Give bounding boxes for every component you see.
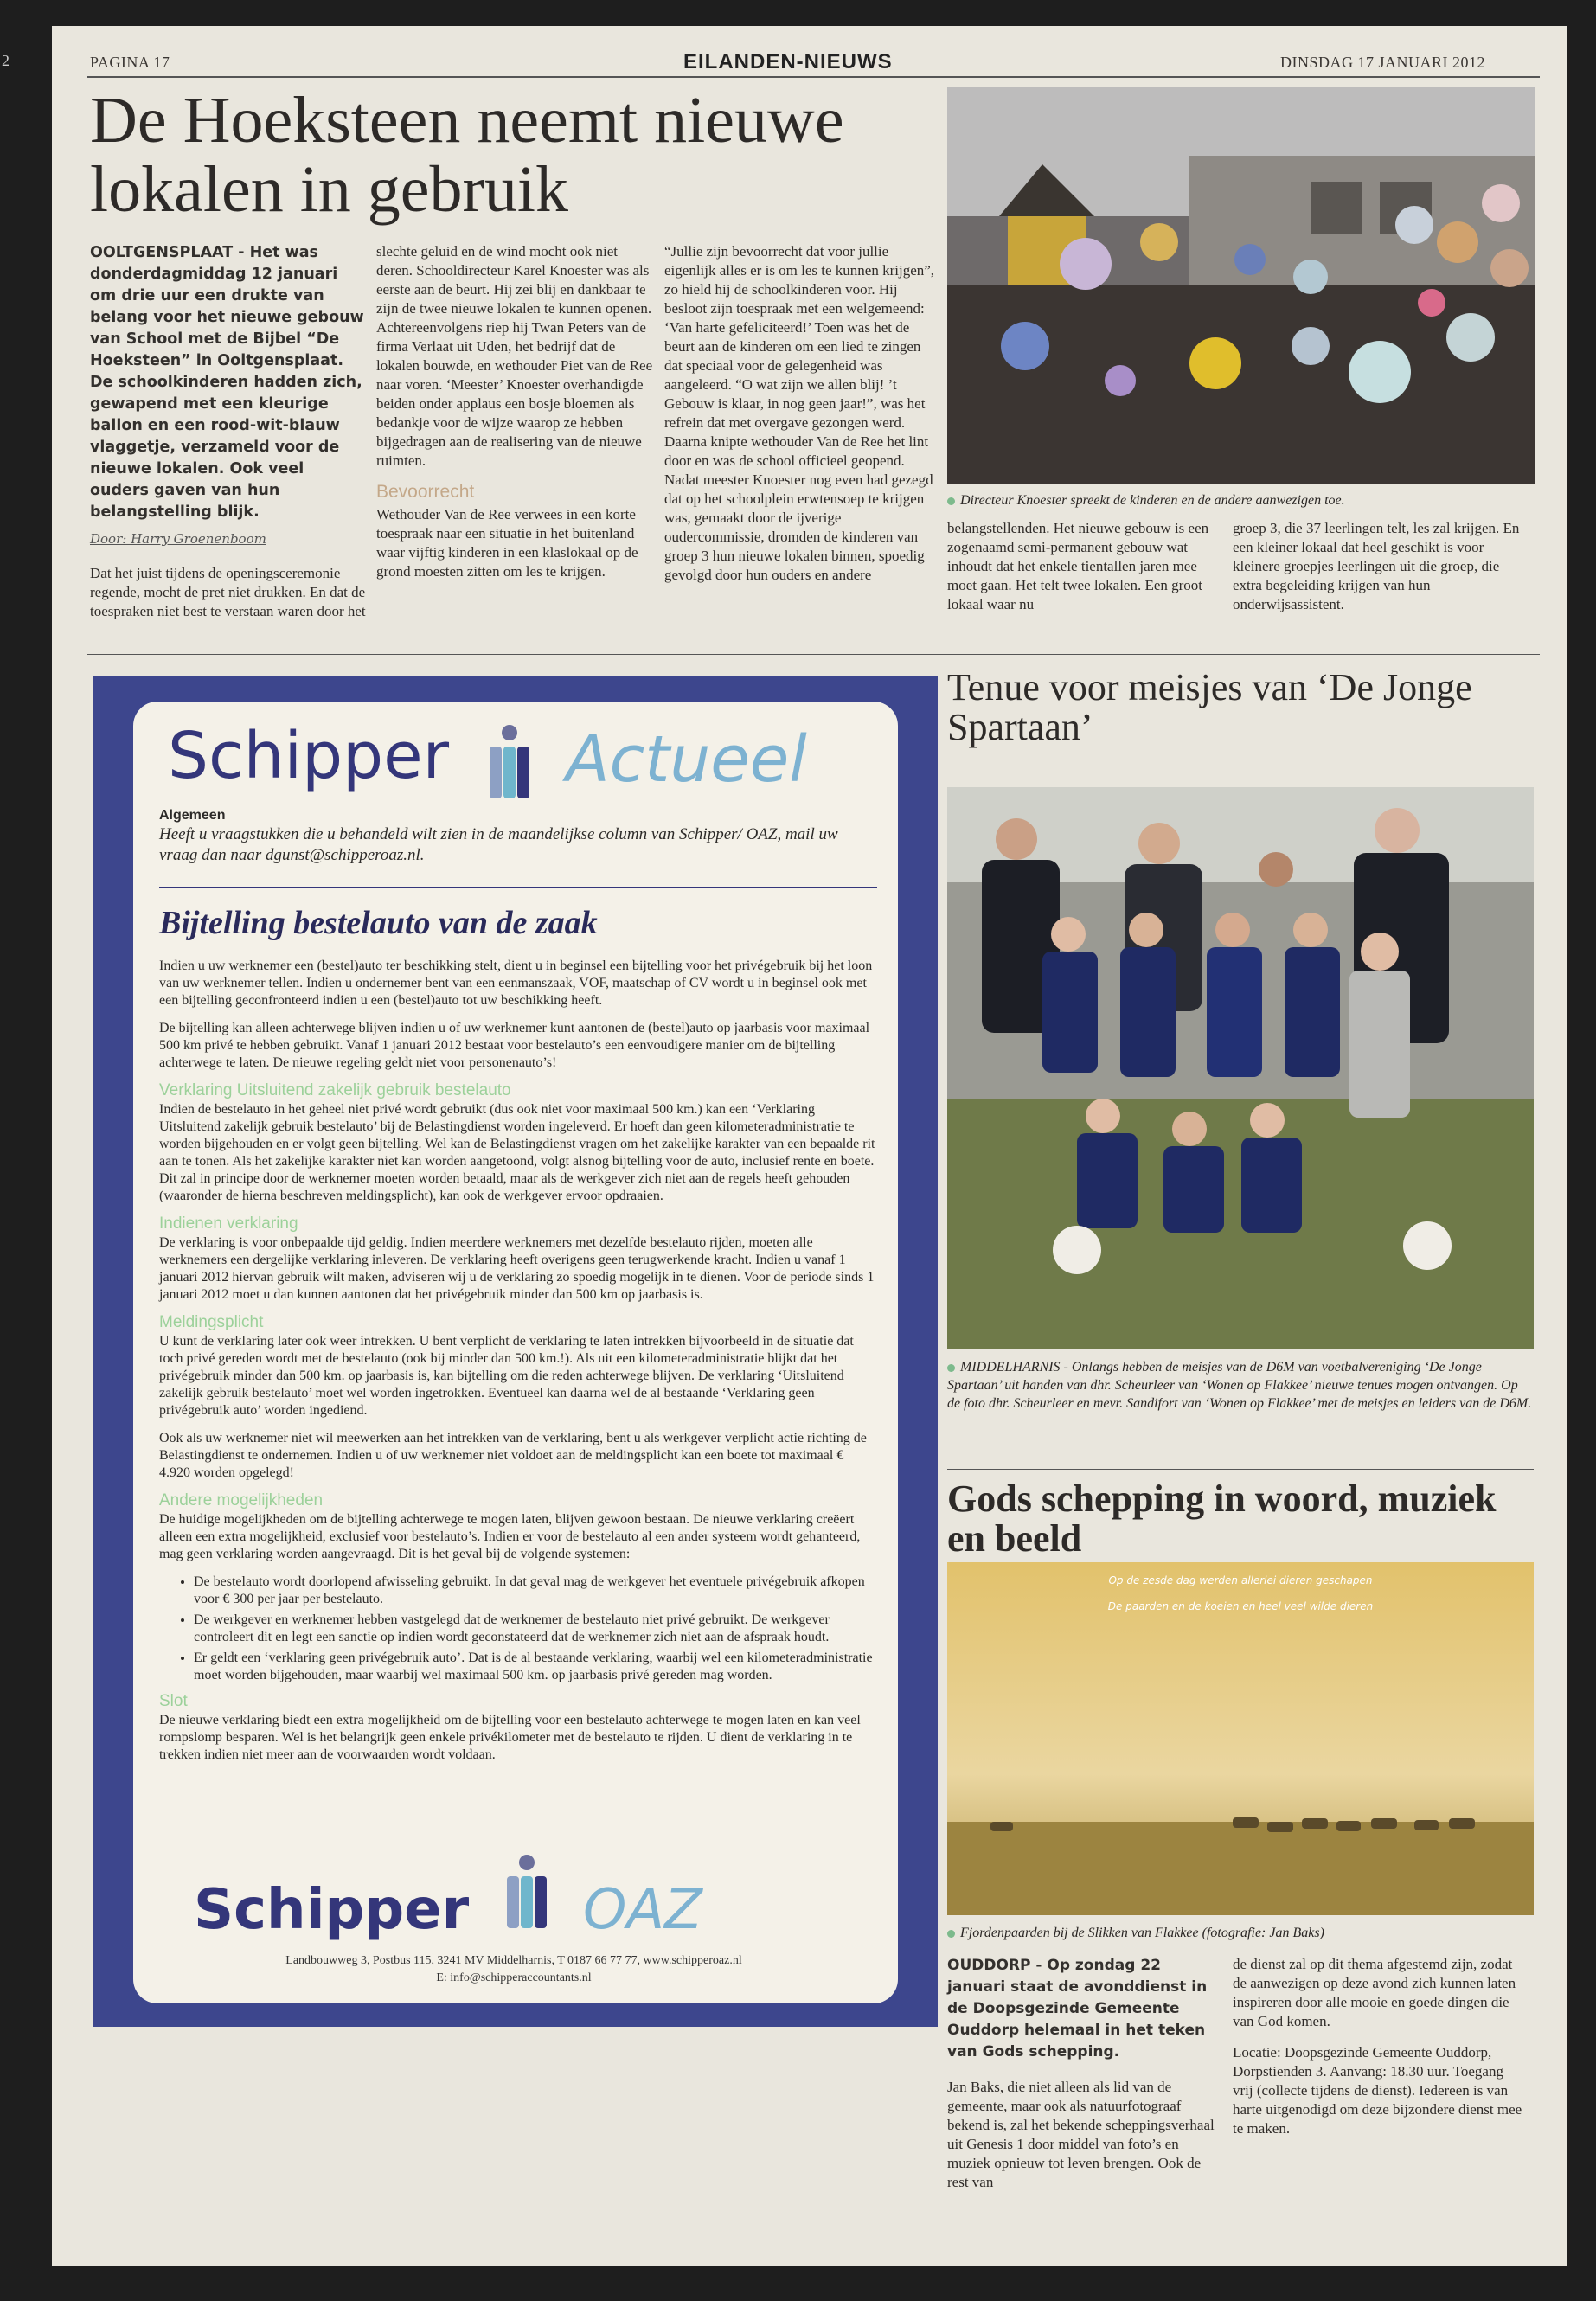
ad-section3-text-b: Ook als uw werknemer niet wil meewerken aan het intrekken van de verklaring, bent u als werkgever verplicht actie richting de Belastingdienst te ondernemen. Indien u of uw werknemer niet voldoet aan de meldingsplicht kan een boete tot maximaal € 4.920 worden opgelegd! bbox=[159, 1431, 867, 1480]
football-team-photo-image bbox=[947, 787, 1534, 1349]
ad-section2-text: De verklaring is voor onbepaalde tijd geldig. Indien meerdere werknemers met dezelfde bestelauto rijden, moeten alle werknemers een dergelijke verklaring inleveren. De verklaring heeft overigens geen terugwerkende kracht. Indien u vanaf 1 januari 2012 hiervan gebruik wilt maken, adviseren wij u de verklaring zo spoedig mogelijk in te dienen. Voor de periode sinds 1 januari 2012 moet u dan kunnen aantonen dat het privégebruik minder dan 500 km op jaarbasis is. bbox=[159, 1235, 875, 1302]
ad-address: Landbouwweg 3, Postbus 115, 3241 MV Middelharnis, T 0187 66 77 77, www.schipperoaz.nl bbox=[285, 1954, 742, 1967]
article1-col3: “Jullie zijn bevoorrecht dat voor jullie eigenlijk alles er is om les te kunnen krijgen”, zo hield hij de schoolkinderen voor. Hij besloot zijn toespraak met een welgemeend: ‘Van harte gefeliciteerd!’ Toen was het de beurt aan de kinderen om een lied te zingen dat speciaal voor de gelegenheid was aangeleerd. “O wat zijn we allen blij! ’t Gebouw is klaar, in nog geen jaar!”, was het refrein dat met overgave gezongen werd. Daarna knipte wethouder Van de Ree het lint door en was de school officieel geopend. Nadat meester Knoester nog even had gezegd dat op het schoolplein erwtensoep te krijgen was, gemaakt door de ijverige oudercommissie, dromden de kinderen van groep 3 hun nieuwe lokalen binnen, spoedig gevolgd door hun ouders en andere bbox=[664, 243, 935, 583]
newspaper-name: EILANDEN-NIEUWS bbox=[683, 50, 893, 74]
ad-section5-title: Slot bbox=[159, 1692, 188, 1710]
ad-p2: De bijtelling kan alleen achterwege blijven indien u of uw werknemer kunt aantonen de (bestel)auto op jaarbasis voor maximaal 500 km privé te hebben gebruikt. Vanaf 1 januari 2012 bestaat voor bestelauto’s een eenvoudigere manier om de bijtelling achterwege te laten. De nieuwe regeling geldt niet voor personenauto’s! bbox=[159, 1021, 870, 1070]
article3-lead: OUDDORP - Op zondag 22 januari staat de avonddienst in de Doopsgezinde Gemeente Ouddorp helemaal in het teken van Gods schepping. bbox=[947, 1957, 1208, 2061]
horses-caption-text: Fjordenpaarden bij de Slikken van Flakkee (fotografie: Jan Baks) bbox=[960, 1926, 1324, 1940]
ad-section2-title: Indienen verklaring bbox=[159, 1215, 298, 1233]
ad-brand-right: Actueel bbox=[566, 722, 807, 797]
ad-section3-title: Meldingsplicht bbox=[159, 1313, 264, 1331]
ceremony-photo-image bbox=[947, 87, 1535, 484]
horses-photo bbox=[947, 1562, 1534, 1915]
ad-brand-left: Schipper bbox=[168, 719, 450, 793]
ad-p1: Indien u uw werknemer een (bestel)auto ter beschikking stelt, dient u in beginsel een bijtelling voor het privégebruik bij het loon van uw werknemer tellen. Indien u ondernemer bent van een eenmanszaak, VOF, maatschap of CV wordt u in beginsel ook met een bijtelling geconfronteerd indien u een (bestel)auto tot uw beschikking heeft. bbox=[159, 958, 873, 1008]
article1-lead: OOLTGENSPLAAT - Het was donderdagmiddag 12 januari om drie uur een drukte van belang voor het nieuwe gebouw van School met de Bijbel “De Hoeksteen” in Ooltgensplaat. De schoolkinderen hadden zich, gewapend met een kleurige ballon en een rood-wit-blauw vlaggetje, verzameld voor de nieuwe lokalen. Ook veel ouders gaven van hun belangstelling blijk. bbox=[90, 244, 364, 521]
ceremony-caption-text: Directeur Knoester spreekt de kinderen en de andere aanwezigen toe. bbox=[960, 493, 1345, 508]
schipper-advertisement bbox=[93, 676, 938, 2027]
ad-section3-text: U kunt de verklaring later ook weer intrekken. U bent verplicht de verklaring te laten intrekken bijvoorbeeld in de situatie dat toch privé gereden wordt met de bestelauto (ook bij minder dan 500 km.!). Als uit een kilometeradministratie blijkt dat het privégebruik minder dan 500 km. op jaarbasis is, kan bijtelling om die reden achterwege blijven. De verklaring ‘Uitsluitend zakelijk gebruik bestelauto’ moet wel worden ingetrokken. Eventueel kan daarna wel de al bestaande ‘Verklaring geen privégebruik auto’ worden ingediend. bbox=[159, 1334, 854, 1418]
article3-col2-text: de dienst zal op dit thema afgestemd zijn, zodat de aanwezigen op deze avond zich kunnen laten inspireren door alle mooie en goede dingen die van God komen. bbox=[1233, 1956, 1516, 2029]
ceremony-photo-caption bbox=[947, 491, 1535, 510]
ad-bullet-item: • Er geldt een ‘verklaring geen privégebruik auto’. Dat is de al bestaande verklaring, waarbij wel een kilometeradministratie moet worden bijgehouden, maar waarbij wel maximaal 500 km. op jaarbasis privé gereden mag worden. bbox=[194, 1650, 877, 1684]
ad-bullet-list bbox=[159, 1574, 877, 1684]
article3-title: Gods schepping in woord, muziek en beeld bbox=[947, 1477, 1497, 1561]
ad-section4-title: Andere mogelijkheden bbox=[159, 1491, 324, 1509]
ad-bullet-item: • De bestelauto wordt doorlopend afwisseling gebruikt. In dat geval mag de werkgever het eventuele privégebruik afkopen voor € 300 per jaar per bestelauto. bbox=[194, 1574, 877, 1608]
article1-col2 bbox=[376, 242, 653, 593]
ad-intro-label: Algemeen bbox=[159, 808, 226, 823]
caption-bullet-icon bbox=[947, 1364, 955, 1372]
caption-bullet-icon bbox=[947, 497, 955, 505]
ad-panel bbox=[133, 702, 898, 2003]
horses-photo-image bbox=[947, 1562, 1534, 1915]
article3-col2-text-b: Locatie: Doopsgezinde Gemeente Ouddorp, Dorpstienden 3. Aanvang: 18.30 uur. Toegang vrij (collecte tijdens de dienst). Iedereen is van harte uitgenodigd om deze bijzondere dienst mee te maken. bbox=[1233, 2044, 1522, 2137]
issue-date: DINSDAG 17 JANUARI 2012 bbox=[1280, 54, 1486, 71]
schipper-footer-logo-icon bbox=[497, 1852, 557, 1930]
ad-section1-title: Verklaring Uitsluitend zakelijk gebruik bestelauto bbox=[159, 1081, 511, 1099]
ad-title: Bijtelling bestelauto van de zaak bbox=[159, 905, 598, 941]
article3-col2 bbox=[1233, 1955, 1527, 2150]
caption-bullet-icon bbox=[947, 1930, 955, 1938]
ad-body bbox=[159, 958, 877, 1774]
ad-bullet-item: • De werkgever en werknemer hebben vastgelegd dat de werknemer de bestelauto niet privé gebruikt. De werkgever controleert dit en legt een sanctie op indien wordt geconstateerd dat de werknemer zich niet aan de afspraak houdt. bbox=[194, 1612, 877, 1646]
horses-photo-text-2: De paarden en de koeien en heel veel wilde dieren bbox=[1107, 1600, 1374, 1612]
ad-contact bbox=[211, 1952, 817, 1987]
header-rule bbox=[87, 76, 1540, 78]
article1-col2-text-b: Wethouder Van de Ree verwees in een korte toespraak naar een situatie in het buitenland waar vijftig kinderen in een klaslokaal op de grond moesten zitten om les te krijgen. bbox=[376, 506, 638, 580]
football-team-photo bbox=[947, 787, 1534, 1349]
article1-col1: Dat het juist tijdens de openingsceremonie regende, mocht de pret niet drukken. En dat de toespraken niet best te verstaan waren door het bbox=[90, 565, 366, 619]
article2-title: Tenue voor meisjes van ‘De Jonge Spartaan’ bbox=[947, 666, 1472, 749]
ad-email: E: info@schipperaccountants.nl bbox=[436, 1971, 592, 1984]
ad-section4-text: De huidige mogelijkheden om de bijtelling achterwege te mogen laten, blijven gewoon bestaan. De nieuwe verklaring creëert alleen een extra mogelijkheid, exclusief voor bestelauto’s. Indien er voor de bestelauto al een ander systeem wordt gehanteerd, mag geen verklaring worden aangevraagd. Dit is het geval bij de volgende systemen: bbox=[159, 1512, 861, 1561]
horses-photo-caption bbox=[947, 1924, 1534, 1942]
left-margin-number: 2 bbox=[2, 52, 10, 69]
article1-subhead: Bevoorrecht bbox=[376, 482, 475, 502]
ad-section5-text: De nieuwe verklaring biedt een extra mogelijkheid om de bijtelling voor een bestelauto achterwege te mogen laten en kan veel rompslomp besparen. Wel is het belangrijk geen enkele privékilometer met de bestelauto te rijden. U dient de verklaring in te trekken indien niet meer aan de voorwaarden wordt voldaan. bbox=[159, 1713, 861, 1762]
article3-col1: Jan Baks, die niet alleen als lid van de gemeente, maar ook als natuurfotograaf bekend is, zal het bekende scheppingsverhaal uit Genesis 1 door middel van foto’s en muziek opnieuw tot leven brengen. Ook de rest van bbox=[947, 2079, 1215, 2190]
schipper-logo-icon bbox=[479, 722, 540, 800]
article1-col4: belangstellenden. Het nieuwe gebouw is een zogenaamd semi-permanent gebouw wat inhoudt dat het enkele tientallen jaren mee moet gaan. Het telt twee lokalen. Een groot lokaal waar nu bbox=[947, 520, 1209, 612]
ad-footer-brand-left: Schipper bbox=[194, 1878, 470, 1942]
article1-col2-text: slechte geluid en de wind mocht ook niet deren. Schooldirecteur Karel Knoester was als eerste aan de beurt. Hij zei blij en dankbaar te zijn de twee nieuwe lokalen te kunnen openen. Achtereenvolgens riep hij Twan Peters van de firma Verlaat uit Uden, het bedrijf dat de lokalen bouwde, en wethouder Piet van de Ree naar voren. ‘Meester’ Knoester overhandigde beiden onder applaus een bosje bloemen als bedankje voor de wijze waarop ze hebben bijgedragen aan de realisering van de nieuwe ruimten. bbox=[376, 243, 653, 469]
ceremony-photo bbox=[947, 87, 1535, 484]
article1-col5: groep 3, die 37 leerlingen telt, les zal krijgen. En een kleiner lokaal dat heel geschikt is voor kleinere groepjes leerlingen uit die groep, die extra begeleiding krijgen van hun onderwijsassistent. bbox=[1233, 520, 1520, 612]
ad-intro bbox=[159, 807, 877, 866]
page-number: PAGINA 17 bbox=[90, 54, 170, 71]
horses-photo-text-1: Op de zesde dag werden allerlei dieren geschapen bbox=[1108, 1574, 1373, 1586]
article1-byline: Door: Harry Groenenboom bbox=[90, 531, 266, 547]
football-caption-text: MIDDELHARNIS - Onlangs hebben de meisjes van de D6M van voetbalvereniging ‘De Jonge Spartaan’ uit handen van dhr. Scheurleer van ‘Wonen op Flakkee’ nieuwe tenues mogen ontvangen. Op de foto dhr. Scheurleer en mevr. Sandifort van ‘Wonen op Flakkee’ met de meisjes en leiders van de D6M. bbox=[947, 1360, 1532, 1411]
ad-section1-text: Indien de bestelauto in het geheel niet privé wordt gebruikt (dus ook niet voor maximaal 500 km.) kan een ‘Verklaring Uitsluitend zakelijk gebruik bestelauto’ bij de Belastingdienst worden ingeleverd. Er hoeft dan geen kilometeradministratie te worden bijgehouden en er volgt geen bijtelling. Wel kan de Belastingdienst vragen om het zakelijke karakter van een bepaalde rit aan te tonen. Als het zakelijke karakter niet kan worden aangetoond, volgt alsnog bijtelling voor de auto, inclusief rente en boete. Dit zal in principe door de werknemer moeten worden betaald, maar als de werkgever zich niet aan de regels heeft gehouden (waaronder de hierna beschreven meldingsplicht), kan ook de werkgever ervoor opdraaien. bbox=[159, 1102, 875, 1203]
football-photo-caption bbox=[947, 1358, 1534, 1413]
ad-intro-text: Heeft u vraagstukken die u behandeld wilt zien in de maandelijkse column van Schipper/ OAZ, mail uw vraag dan naar dgunst@schipperoaz.nl. bbox=[159, 825, 838, 864]
ad-rule bbox=[159, 887, 877, 888]
ad-footer-brand-right: OAZ bbox=[583, 1878, 702, 1942]
article1-title: De Hoeksteen neemt nieuwe lokalen in gebruik bbox=[90, 84, 844, 226]
newspaper-page bbox=[52, 26, 1567, 2266]
section-divider bbox=[87, 654, 1540, 655]
article2-divider bbox=[947, 1469, 1534, 1470]
